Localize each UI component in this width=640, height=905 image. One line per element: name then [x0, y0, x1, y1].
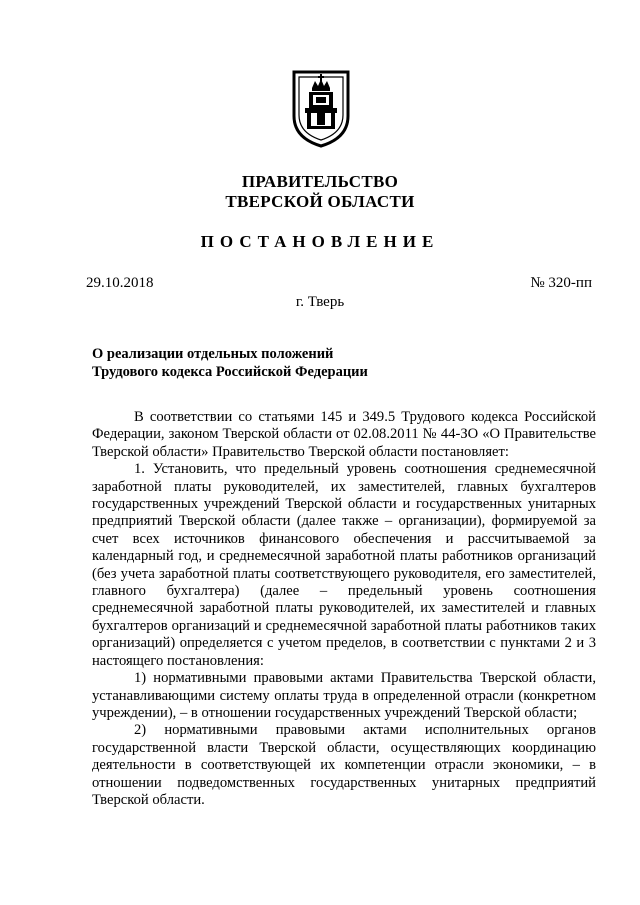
- document-subject: [92, 345, 368, 381]
- document-type-heading: ПОСТАНОВЛЕНИЕ: [200, 232, 440, 251]
- subject-line2: Трудового кодекса Российской Федерации: [92, 364, 368, 380]
- subject-line1: О реализации отдельных положений: [92, 346, 334, 362]
- document-date: 29.10.2018: [86, 275, 154, 291]
- item-1-paragraph: 1. Установить, что предельный уровень соотношения среднемесячной заработной платы руководителей, их заместителей, главных бухгалтеров государственных учреждений Тверской области и государственных унитарных предприятий Тверской области (далее также – организации), формируемой за счет всех источников финансового обеспечения и рассчитываемой за календарный год, и среднемесячной заработной платы работников организаций (без учета заработной платы соответствующего руководителя, его заместителей, главного бухгалтера) (далее – предельный уровень соотношения среднемесячной заработной платы руководителей, их заместителей и главных бухгалтеров организаций и среднемесячной заработной платы работников таких организаций) определяется с учетом пределов, в соответствии с пунктами 2 и 3 настоящего постановления:: [92, 461, 596, 669]
- government-title-line1: ПРАВИТЕЛЬСТВО: [241, 172, 399, 191]
- document-city: г. Тверь: [295, 294, 345, 310]
- coat-of-arms-emblem: [290, 68, 352, 148]
- document-number: № 320-пп: [530, 275, 592, 291]
- subitem-2-paragraph: 2) нормативными правовыми актами исполнительных органов государственной власти Тверской области, осуществляющих координацию деятельности в соответствующей их компетенции отрасли экономики, – в отношении подведомственных государственных унитарных предприятий Тверской области.: [92, 722, 596, 808]
- government-title-line2: ТВЕРСКОЙ ОБЛАСТИ: [225, 192, 415, 211]
- document-body: [92, 409, 596, 809]
- subitem-1-paragraph: 1) нормативными правовыми актами Правительства Тверской области, устанавливающими систему оплаты труда в определенной отрасли (конкретном учреждении), – в отношении государственных учреждений Тверской области;: [92, 670, 596, 721]
- intro-paragraph: В соответствии со статьями 145 и 349.5 Трудового кодекса Российской Федерации, законом Тверской области от 02.08.2011 № 44-ЗО «О Правительстве Тверской области» Правительство Тверской области постановляет:: [92, 409, 596, 460]
